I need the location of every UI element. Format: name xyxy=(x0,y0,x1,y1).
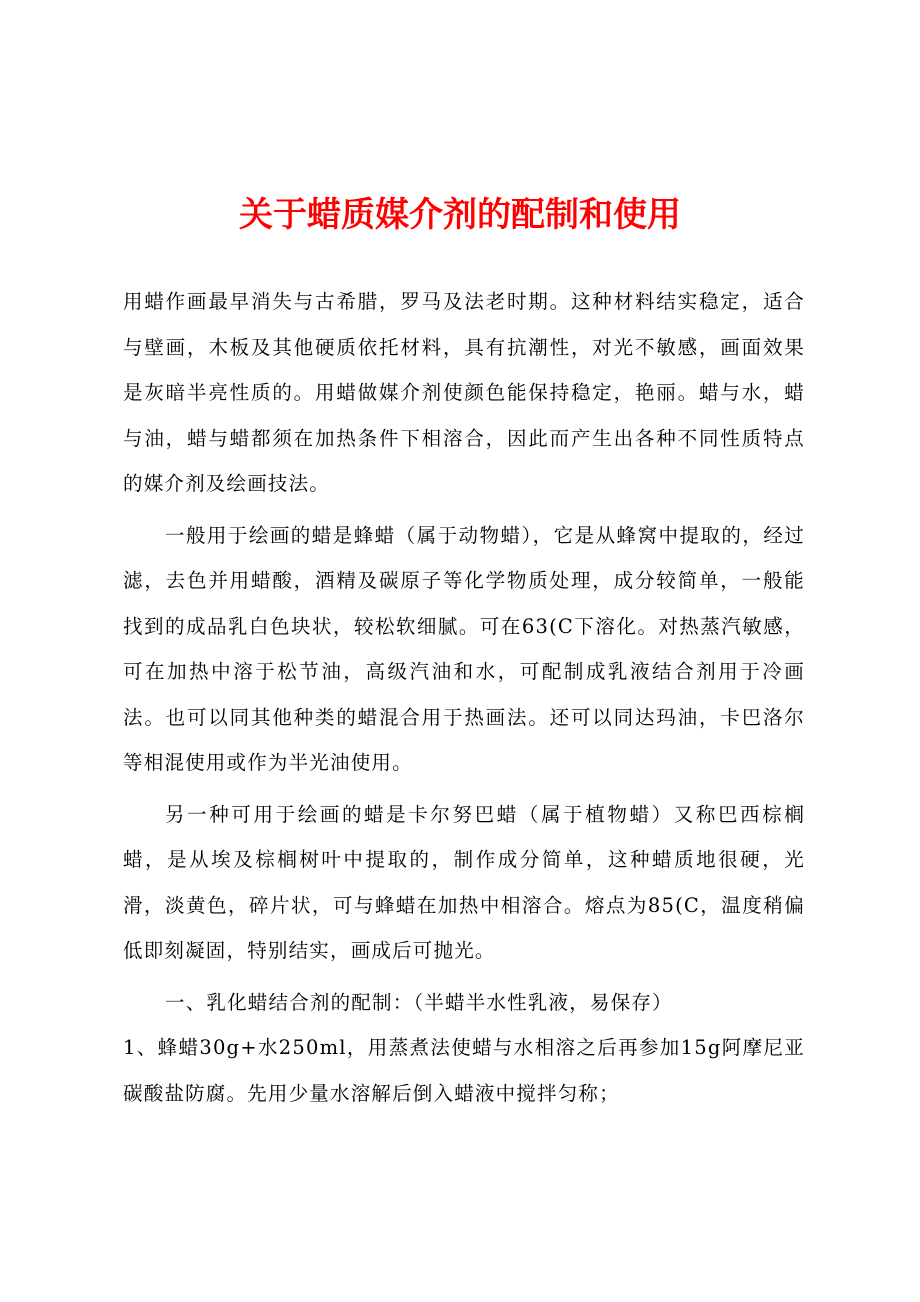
document-title: 关于蜡质媒介剂的配制和使用 xyxy=(239,195,681,235)
paragraph-beeswax: 一般用于绘画的蜡是蜂蜡（属于动物蜡），它是从蜂窝中提取的，经过滤，去色并用蜡酸，酒精及碳原子等化学物质处理，成分较简单，一般能找到的成品乳白色块状，较松软细腻。可在63(C下溶化。对热蒸汽敏感，可在加热中溶于松节油，高级汽油和水，可配制成乳液结合剂用于冷画法。也可以同其他种类的蜡混合用于热画法。还可以同达玛油，卡巴洛尔等相混使用或作为半光油使用。 xyxy=(123,523,805,774)
document-body xyxy=(123,279,805,1116)
paragraph-intro: 用蜡作画最早消失与古希腊，罗马及法老时期。这种材料结实稳定，适合与壁画，木板及其他硬质依托材料，具有抗潮性，对光不敏感，画面效果是灰暗半亮性质的。用蜡做媒介剂使颜色能保持稳定，艳丽。蜡与水，蜡与油，蜡与蜡都须在加热条件下相溶合，因此而产生出各种不同性质特点的媒介剂及绘画技法。 xyxy=(123,290,805,495)
paragraph-carnauba: 另一种可用于绘画的蜡是卡尔努巴蜡（属于植物蜡）又称巴西棕榈蜡，是从埃及棕榈树叶中提取的，制作成分简单，这种蜡质地很硬，光滑，淡黄色，碎片状，可与蜂蜡在加热中相溶合。熔点为85(C，温度稍偏低即刻凝固，特别结实，画成后可抛光。 xyxy=(123,802,805,962)
paragraph-step-1: 1、蜂蜡30g+水250ml，用蒸煮法使蜡与水相溶之后再参加15g阿摩尼亚碳酸盐防腐。先用少量水溶解后倒入蜡液中搅拌匀称； xyxy=(123,1036,805,1105)
section-heading-emulsion: 一、乳化蜡结合剂的配制：（半蜡半水性乳液，易保存） xyxy=(165,990,673,1014)
